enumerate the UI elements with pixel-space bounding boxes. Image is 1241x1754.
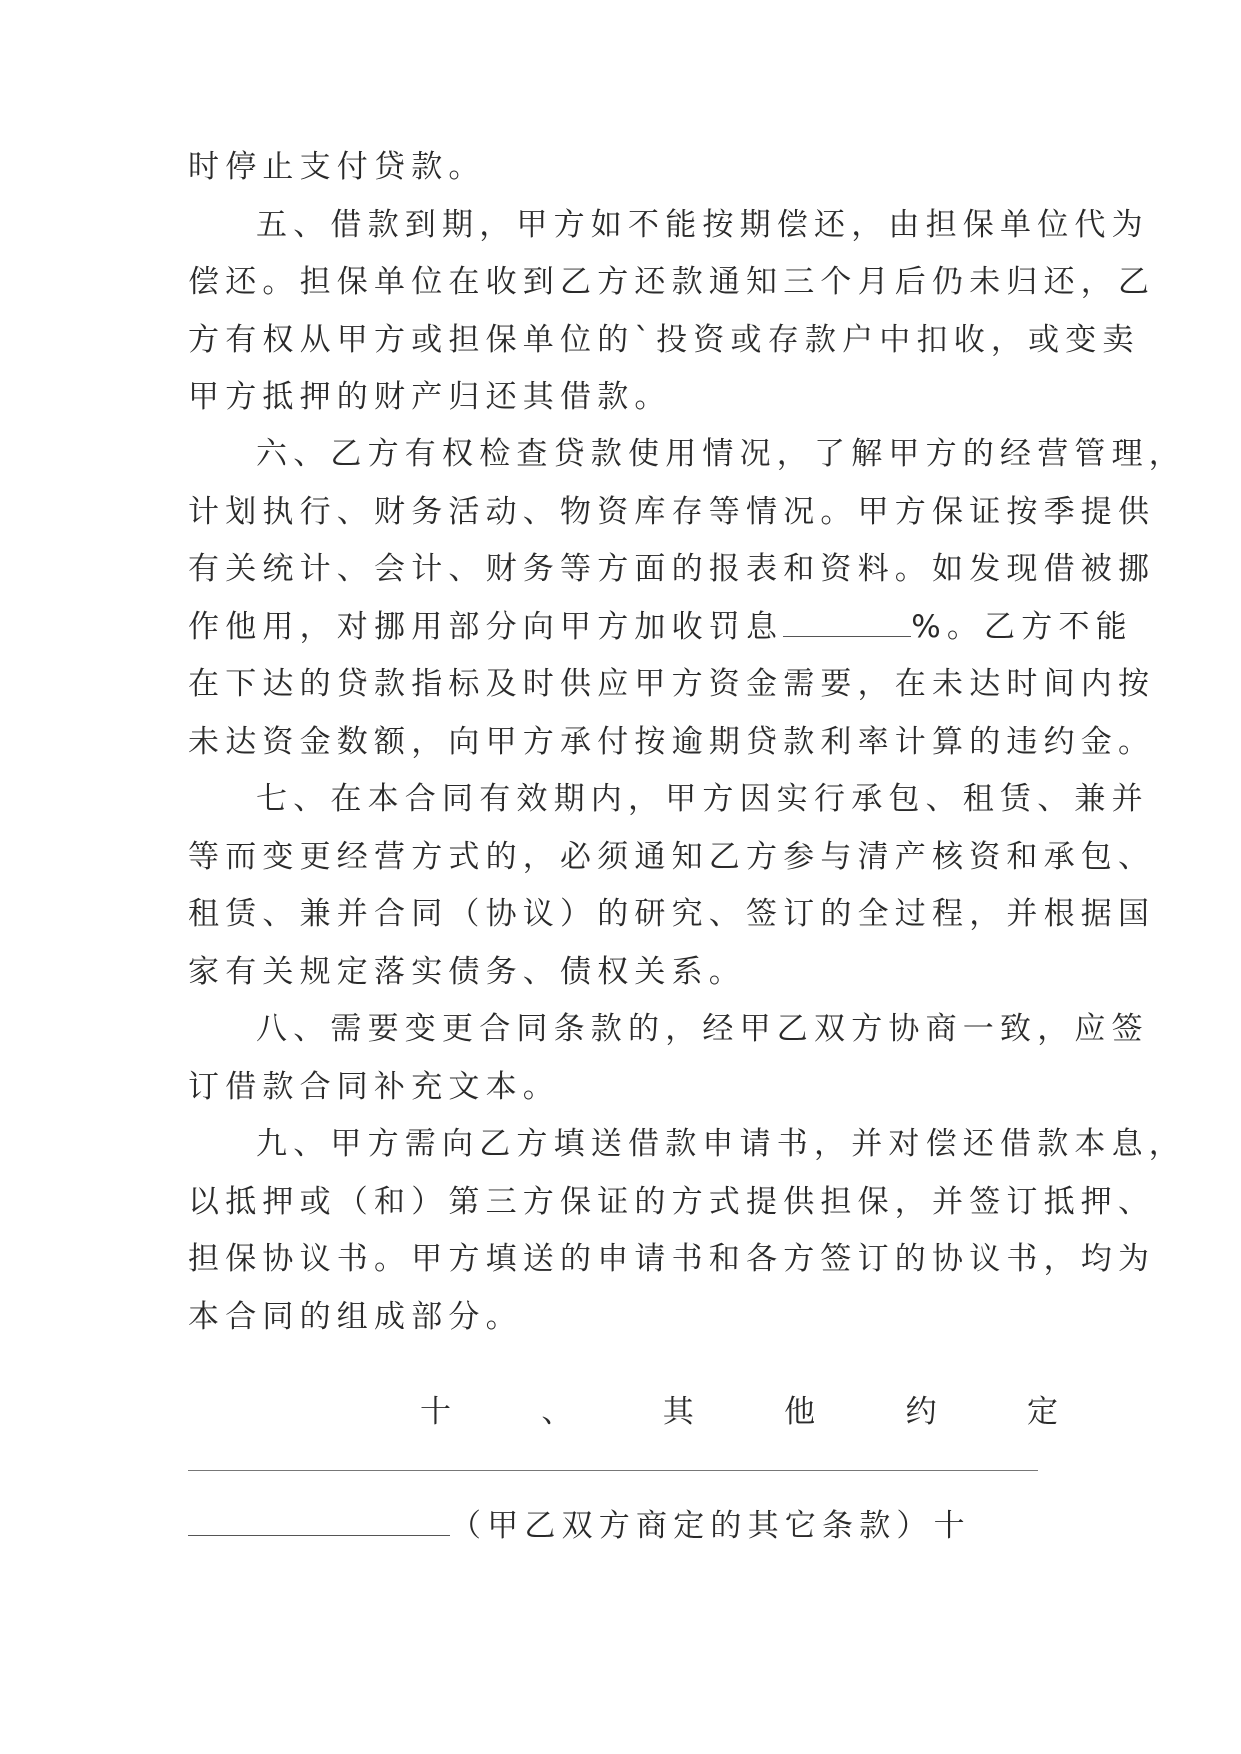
- paragraph-text: 作他用，对挪用部分向甲方加收罚息: [188, 609, 784, 645]
- heading-char: 他: [784, 1394, 816, 1430]
- paragraph-line: 在下达的贷款指标及时供应甲方资金需要，在未达时间内按: [188, 666, 1156, 702]
- heading-char: 、: [541, 1394, 573, 1430]
- fill-in-blank: [783, 610, 911, 637]
- section-heading: [420, 1392, 1058, 1432]
- paragraph-line: 家有关规定落实债务、债权关系。: [188, 954, 746, 990]
- paragraph-line: 八、需要变更合同条款的，经甲乙双方协商一致，应签: [256, 1011, 1149, 1047]
- fill-in-rule: [188, 1470, 1038, 1471]
- paragraph-line: 订借款合同补充文本。: [188, 1069, 560, 1105]
- paragraph-line: 计划执行、财务活动、物资库存等情况。甲方保证按季提供: [188, 494, 1156, 530]
- paragraph-line: 九、甲方需向乙方填送借款申请书，并对偿还借款本息，: [256, 1126, 1186, 1162]
- paragraph-line: 本合同的组成部分。: [188, 1299, 523, 1335]
- paragraph-line: [188, 607, 1133, 647]
- paragraph-line: 方有权从甲方或担保单位的`投资或存款户中扣收，或变卖: [188, 322, 1140, 358]
- paragraph-line: 七、在本合同有效期内，甲方因实行承包、租赁、兼并: [256, 781, 1149, 817]
- paragraph-text: %。乙方不能: [911, 609, 1133, 645]
- heading-char: 定: [1026, 1394, 1058, 1430]
- paragraph-line: 担保协议书。甲方填送的申请书和各方签订的协议书，均为: [188, 1241, 1156, 1277]
- paragraph-line: 甲方抵押的财产归还其借款。: [188, 379, 672, 415]
- paragraph-line: 等而变更经营方式的，必须通知乙方参与清产核资和承包、: [188, 839, 1156, 875]
- paragraph-line: 六、乙方有权检查贷款使用情况，了解甲方的经营管理，: [256, 436, 1186, 472]
- paragraph-line: [188, 1506, 1058, 1546]
- paragraph-line: 有关统计、会计、财务等方面的报表和资料。如发现借被挪: [188, 551, 1156, 587]
- paragraph-line: 租赁、兼并合同（协议）的研究、签订的全过程，并根据国: [188, 896, 1156, 932]
- fill-in-blank: [188, 1509, 450, 1536]
- paragraph-text: （甲乙双方商定的其它条款）十: [450, 1508, 971, 1544]
- paragraph-line: 以抵押或（和）第三方保证的方式提供担保，并签订抵押、: [188, 1184, 1156, 1220]
- heading-char: 约: [905, 1394, 937, 1430]
- paragraph-line: 偿还。担保单位在收到乙方还款通知三个月后仍未归还，乙: [188, 264, 1156, 300]
- paragraph-line: 五、借款到期，甲方如不能按期偿还，由担保单位代为: [256, 207, 1149, 243]
- paragraph-line: 时停止支付贷款。: [188, 149, 486, 185]
- paragraph-line: 未达资金数额，向甲方承付按逾期贷款利率计算的违约金。: [188, 724, 1156, 760]
- heading-char: 十: [420, 1394, 451, 1430]
- heading-char: 其: [662, 1394, 694, 1430]
